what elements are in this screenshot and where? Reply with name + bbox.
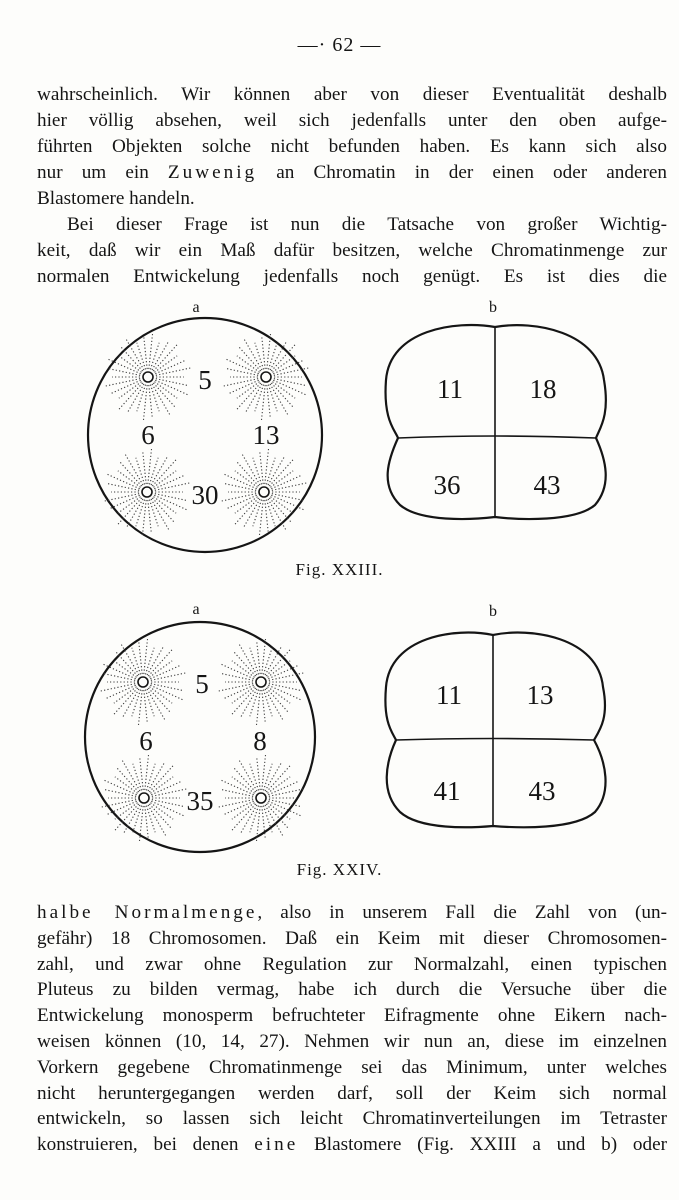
- aster-ray: [104, 674, 135, 681]
- aster-ray: [145, 754, 149, 790]
- aster-ray: [104, 494, 139, 501]
- aster-ray: [107, 474, 140, 489]
- aster-ray: [232, 803, 255, 819]
- aster-ray: [270, 384, 288, 415]
- aster-ray: [156, 368, 191, 375]
- chromosome-count: 8: [253, 726, 267, 756]
- aster-ray: [114, 687, 137, 703]
- aster-ray: [261, 385, 265, 421]
- text-line: normalen Entwickelung jedenfalls noch genügt. Es ist dies die: [37, 266, 667, 287]
- text-line: nicht heruntergegangen werden darf, soll der Keim sich normal: [37, 1082, 667, 1104]
- aster-ray: [218, 684, 253, 691]
- text-line: Pluteus zu bilden vermag, habe ich durch die Versuche über die: [37, 979, 667, 1001]
- aster-ray: [221, 494, 256, 501]
- text-line: zahl, und zwar ohne Regulation zur Normalzahl, einen typischen: [37, 953, 667, 975]
- aster-ray: [151, 684, 182, 691]
- fig23-b-four-cell-stage: [386, 325, 606, 519]
- aster-ray: [142, 500, 146, 536]
- aster-ray: [239, 644, 257, 675]
- aster-ray: [119, 356, 142, 372]
- aster-ray: [235, 471, 258, 487]
- aster-ray: [150, 685, 183, 700]
- aster-ray: [144, 690, 147, 722]
- aster-ray: [152, 384, 170, 415]
- aster-ray: [143, 452, 146, 484]
- aster-ray: [237, 382, 260, 398]
- aster-ray: [150, 803, 173, 819]
- aster-ray: [267, 661, 290, 677]
- aster-ray: [108, 359, 141, 374]
- aster-ray: [105, 379, 140, 386]
- fig23-caption: Fig. XXIII.: [295, 560, 384, 579]
- chromosome-count: 6: [141, 420, 155, 450]
- text-line: nur um ein Zuwenig an Chromatin in der einen oder anderen: [37, 162, 667, 183]
- aster-ray: [121, 644, 139, 675]
- aster-ray: [151, 801, 184, 816]
- aster-ray: [260, 452, 263, 484]
- text-line: führten Objekten solche nicht befunden haben. Es kann sich also: [37, 136, 667, 157]
- text-line: wahrscheinlich. Wir können aber von dieser Eventualität deshalb: [37, 84, 667, 105]
- aster-ray: [119, 382, 142, 398]
- aster-ray: [109, 369, 140, 376]
- aster-ray: [156, 379, 187, 386]
- text-line: Vorkern gegebene Chromatinmenge sei das Minimum, unter welches: [37, 1056, 667, 1078]
- aster-icon: [218, 754, 304, 842]
- aster-ray: [153, 471, 176, 487]
- paragraph-1: [37, 82, 667, 212]
- aster-icon: [104, 448, 190, 536]
- aster-ray: [148, 448, 152, 484]
- centrosome: [139, 793, 149, 803]
- aster-icon: [218, 638, 304, 726]
- aster-ray: [154, 382, 177, 398]
- aster-ray: [232, 687, 255, 703]
- aster-ray: [117, 768, 138, 792]
- text-line: Blastomere handeln.: [37, 188, 195, 209]
- aster-ray: [266, 688, 287, 712]
- aster-icon: [100, 638, 186, 726]
- aster-ray: [274, 379, 305, 386]
- aster-ray: [267, 777, 290, 793]
- aster-ray: [265, 500, 268, 532]
- aster-ray: [237, 356, 260, 372]
- chromosome-count: 43: [533, 470, 561, 500]
- figure-xxiv: [0, 592, 679, 882]
- aster-ray: [125, 454, 143, 485]
- aster-icon: [223, 333, 309, 421]
- centrosome: [259, 487, 269, 497]
- aster-ray: [235, 497, 258, 513]
- aster-ray: [155, 380, 188, 395]
- aster-ray: [268, 685, 301, 700]
- page-number: —· 62 —: [297, 34, 382, 56]
- aster-ray: [218, 800, 253, 807]
- aster-ray: [143, 385, 147, 421]
- aster-ray: [267, 333, 271, 369]
- aster-ray: [224, 474, 257, 489]
- aster-ray: [223, 379, 258, 386]
- text-line: konstruieren, bei denen eine Blastomere (Fig. XXIII a und b) oder: [37, 1134, 667, 1156]
- aster-ray: [262, 638, 266, 674]
- aster-ray: [122, 760, 140, 791]
- paragraph-2: [37, 212, 667, 290]
- fig23-a-label: a: [192, 299, 200, 316]
- chromosome-count: 5: [198, 365, 212, 395]
- aster-ray: [273, 380, 306, 395]
- aster-ray: [234, 768, 255, 792]
- text-line: gefähr) 18 Chromosomen. Daß ein Keim mit dieser Chromosomen-: [37, 927, 667, 949]
- fig24-b-label: b: [489, 603, 497, 620]
- spaced-emphasis: eine: [254, 1134, 299, 1156]
- text-line: keit, daß wir ein Maß dafür besitzen, welche Chromatinmenge zur: [37, 240, 667, 261]
- aster-ray: [270, 471, 293, 487]
- aster-icon: [101, 754, 187, 842]
- aster-ray: [221, 664, 254, 679]
- paragraph-3: [37, 900, 667, 1158]
- aster-ray: [272, 483, 307, 490]
- fig23-b-label: b: [489, 299, 497, 316]
- chromosome-count: 6: [139, 726, 153, 756]
- aster-ray: [155, 483, 190, 490]
- aster-ray: [270, 497, 293, 513]
- aster-ray: [105, 790, 136, 797]
- aster-ray: [120, 462, 141, 486]
- chromosome-count: 13: [252, 420, 280, 450]
- aster-ray: [115, 803, 138, 819]
- aster-ray: [262, 337, 265, 369]
- fig24-a-label: a: [192, 601, 200, 618]
- aster-ray: [140, 758, 143, 790]
- aster-ray: [148, 500, 151, 532]
- fig24-a-cell: [85, 622, 315, 852]
- aster-ray: [226, 359, 259, 374]
- aster-ray: [118, 497, 141, 513]
- aster-ray: [259, 500, 263, 536]
- aster-ray: [118, 471, 141, 487]
- aster-ray: [149, 687, 172, 703]
- text-line: entwickeln, so lassen sich leicht Chromatinverteilungen im Tetraster: [37, 1108, 667, 1130]
- aster-ray: [104, 780, 137, 795]
- aster-ray: [268, 499, 286, 530]
- aster-ray: [225, 484, 256, 491]
- aster-ray: [257, 758, 260, 790]
- aster-ray: [149, 385, 152, 417]
- aster-ray: [103, 664, 136, 679]
- aster-ray: [232, 777, 255, 793]
- aster-ray: [152, 498, 173, 522]
- aster-ray: [269, 684, 300, 691]
- aster-ray: [138, 690, 142, 726]
- centrosome: [256, 677, 266, 687]
- aster-ray: [267, 687, 290, 703]
- aster-ray: [265, 689, 283, 720]
- figure-xxiii: [0, 290, 679, 590]
- chromosome-count: 5: [195, 669, 209, 699]
- aster-ray: [262, 754, 266, 790]
- aster-ray: [151, 673, 186, 680]
- aster-ray: [149, 661, 172, 677]
- aster-ray: [150, 777, 173, 793]
- aster-ray: [272, 382, 295, 398]
- aster-ray: [139, 642, 142, 674]
- aster-ray: [267, 385, 270, 417]
- spaced-emphasis: halbe Normalmenge: [37, 902, 258, 923]
- aster-ray: [244, 339, 262, 370]
- aster-ray: [237, 462, 258, 486]
- aster-ray: [155, 494, 186, 501]
- aster-ray: [271, 383, 292, 407]
- aster-ray: [115, 777, 138, 793]
- aster-ray: [272, 356, 295, 372]
- aster-ray: [152, 800, 183, 807]
- text-line: hier völlig absehen, weil sich jedenfalls unter den oben aufge-: [37, 110, 667, 131]
- chromosome-count: 43: [528, 776, 556, 806]
- centrosome: [256, 793, 266, 803]
- aster-ray: [227, 369, 258, 376]
- aster-ray: [154, 356, 177, 372]
- spaced-emphasis: Zuwenig: [167, 162, 258, 183]
- chromosome-count: 11: [437, 374, 463, 404]
- aster-icon: [105, 333, 191, 421]
- text-line: weisen können (10, 14, 27). Nehmen wir nun an, diese im einzelnen: [37, 1030, 667, 1052]
- fig24-b-four-cell-stage: [385, 633, 605, 828]
- aster-ray: [221, 780, 254, 795]
- aster-ray: [149, 333, 153, 369]
- aster-ray: [262, 690, 265, 722]
- aster-icon: [221, 448, 307, 536]
- aster-ray: [149, 804, 170, 828]
- aster-ray: [154, 495, 187, 510]
- aster-ray: [269, 498, 290, 522]
- aster-ray: [144, 337, 147, 369]
- aster-ray: [148, 688, 169, 712]
- aster-ray: [114, 661, 137, 677]
- aster-ray: [232, 661, 255, 677]
- chromosome-count: 41: [433, 776, 461, 806]
- aster-ray: [152, 789, 187, 796]
- text-line: Entwickelung monosperm befruchteter Eifragmente ohne Eikern nach-: [37, 1005, 667, 1027]
- aster-ray: [242, 454, 260, 485]
- text-line: Bei dieser Frage ist nun die Tatsache von großer Wichtig-: [67, 214, 667, 235]
- chromosome-count: 18: [529, 374, 557, 404]
- centrosome: [143, 372, 153, 382]
- chromosome-count: 13: [526, 680, 554, 710]
- aster-ray: [222, 674, 253, 681]
- aster-ray: [153, 383, 174, 407]
- aster-ray: [145, 806, 148, 838]
- aster-ray: [265, 448, 269, 484]
- centrosome: [142, 487, 152, 497]
- aster-ray: [151, 499, 169, 530]
- aster-ray: [239, 347, 260, 371]
- aster-ray: [108, 484, 139, 491]
- aster-ray: [100, 684, 135, 691]
- centrosome: [261, 372, 271, 382]
- aster-ray: [239, 760, 257, 791]
- aster-ray: [272, 494, 303, 501]
- chromosome-count: 30: [191, 480, 219, 510]
- fig23-a-cell: [88, 318, 322, 552]
- centrosome: [138, 677, 148, 687]
- aster-ray: [148, 805, 166, 836]
- aster-ray: [234, 652, 255, 676]
- aster-ray: [126, 339, 144, 370]
- text-line: halbe Normalmenge, also in unserem Fall die Zahl von (un-: [37, 902, 667, 923]
- fig24-caption: Fig. XXIV.: [296, 860, 383, 879]
- aster-ray: [257, 642, 260, 674]
- chromosome-count: 35: [186, 786, 214, 816]
- chromosome-count: 36: [433, 470, 461, 500]
- aster-ray: [153, 497, 176, 513]
- aster-ray: [147, 689, 165, 720]
- aster-ray: [256, 690, 260, 726]
- aster-ray: [144, 638, 148, 674]
- chromosome-count: 11: [436, 680, 462, 710]
- aster-ray: [222, 790, 253, 797]
